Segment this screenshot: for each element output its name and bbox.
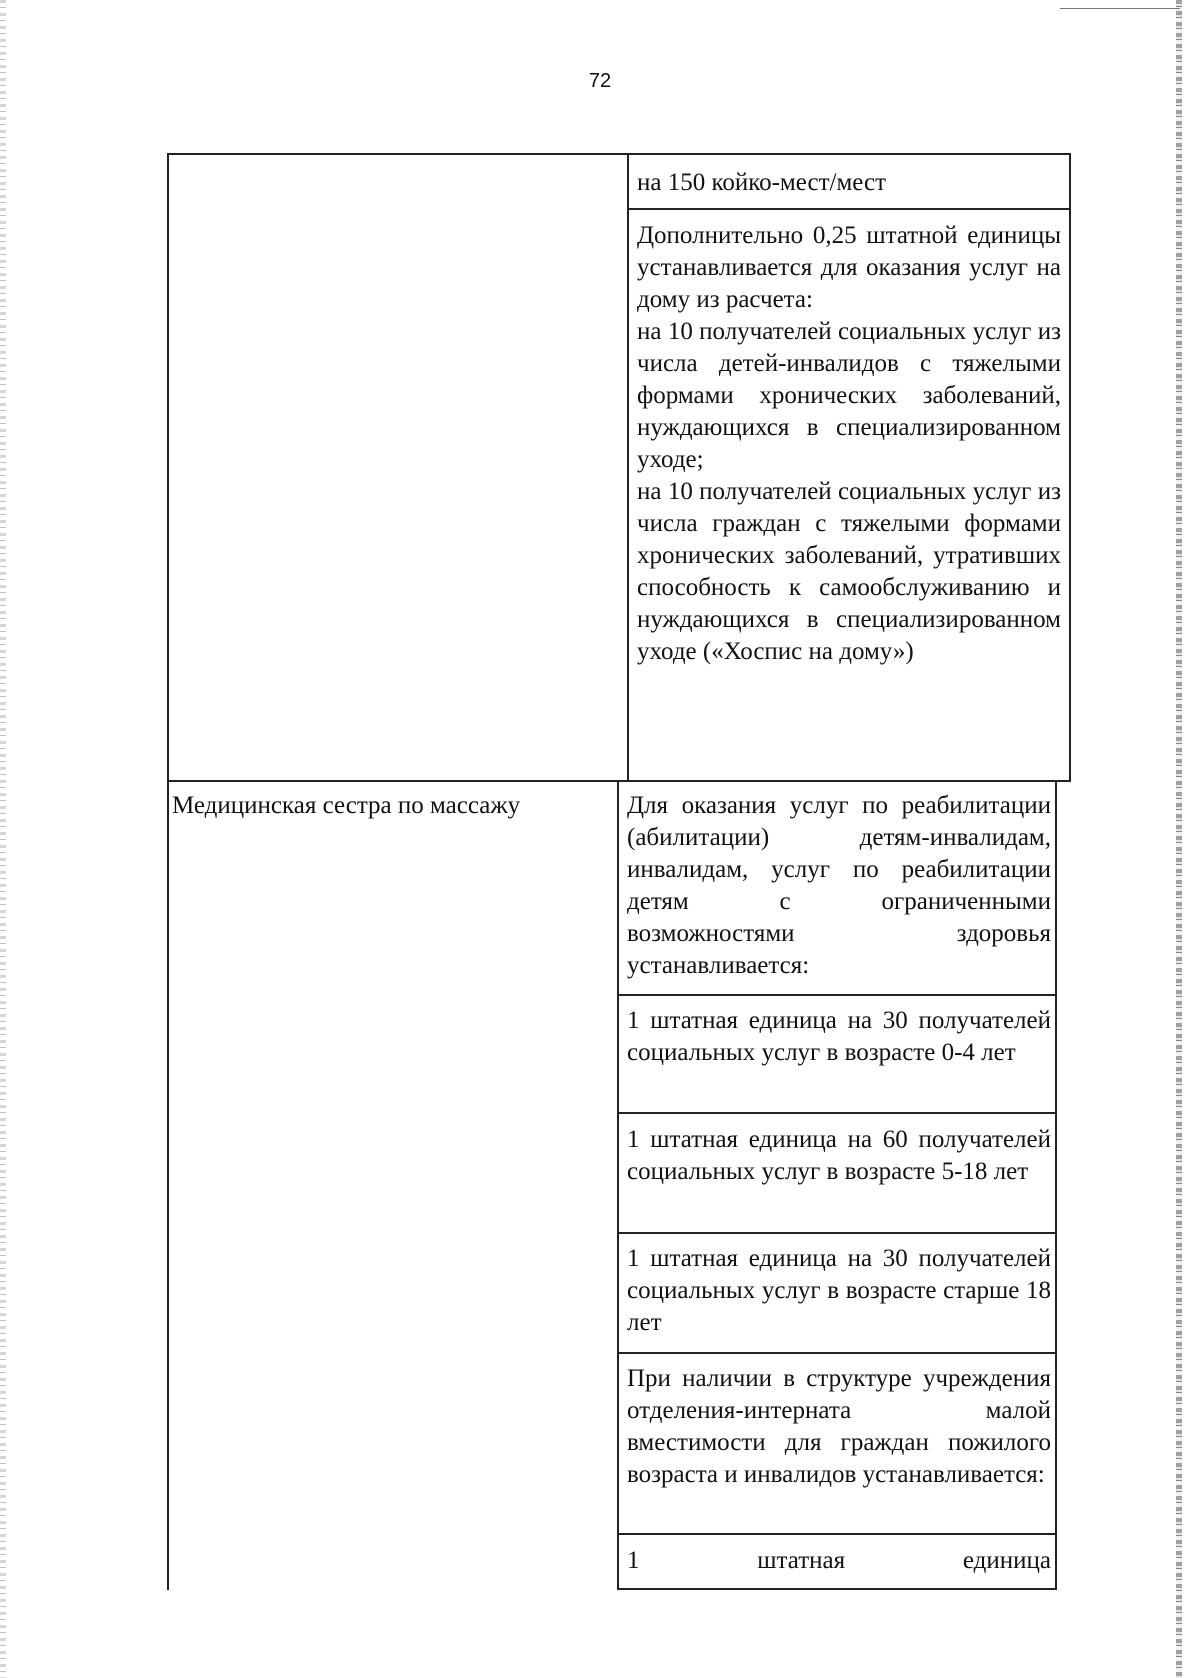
table-cell: 1 штатная единица на 30 получателей социальных услуг в возрасте старше 18 лет	[627, 1245, 1051, 1336]
table-left-border	[167, 153, 169, 1590]
row-separator	[617, 1533, 1057, 1535]
scan-top-line	[1060, 8, 1180, 9]
table-cell: на 150 койко-мест/мест	[637, 169, 886, 196]
column-divider-upper	[627, 153, 629, 780]
row-separator	[617, 1588, 1057, 1590]
scan-edge-right	[1176, 0, 1182, 1678]
row-separator	[617, 1352, 1057, 1354]
row-separator	[617, 1112, 1057, 1114]
row-separator	[617, 1232, 1057, 1234]
page-number: 72	[588, 70, 612, 92]
table-right-border-lower	[1055, 780, 1057, 1590]
table-cell: 1 штатная единица	[627, 1547, 1051, 1574]
table-top-border	[167, 153, 1071, 155]
scan-edge-left	[0, 0, 6, 1678]
table-cell: 1 штатная единица на 30 получателей социальных услуг в возрасте 0-4 лет	[627, 1007, 1051, 1066]
table-right-border-upper	[1069, 153, 1071, 780]
table-cell: При наличии в структуре учреждения отделения-интерната малой вместимости для граждан пожилого возраста и инвалидов устанавливается:	[627, 1365, 1051, 1488]
row-separator	[167, 780, 1071, 782]
table-cell: Дополнительно 0,25 штатной единицы устанавливается для оказания услуг на дому из расчета: на 10 получателей социальных услуг из числа детей-инвалидов с тяжелыми формами хронических заболеваний, нуждающихся в специализированном уходе; на 10 получателей социальных услуг из числа граждан с тяжелыми формами хронических заболеваний, утративших способность к самообслуживанию и нуждающихся в специализированном уходе («Хоспис на дому»)	[637, 222, 1061, 665]
column-divider-lower	[617, 780, 619, 1590]
table-cell: 1 штатная единица на 60 получателей социальных услуг в возрасте 5-18 лет	[627, 1126, 1051, 1185]
row-separator	[617, 994, 1057, 996]
position-name: Медицинская сестра по массажу	[172, 792, 521, 819]
table-cell: Для оказания услуг по реабилитации (абилитации) детям-инвалидам, инвалидам, услуг по реабилитации детям с ограниченными возможностями здоровья устанавливается:	[627, 792, 1051, 979]
row-separator	[627, 208, 1071, 210]
